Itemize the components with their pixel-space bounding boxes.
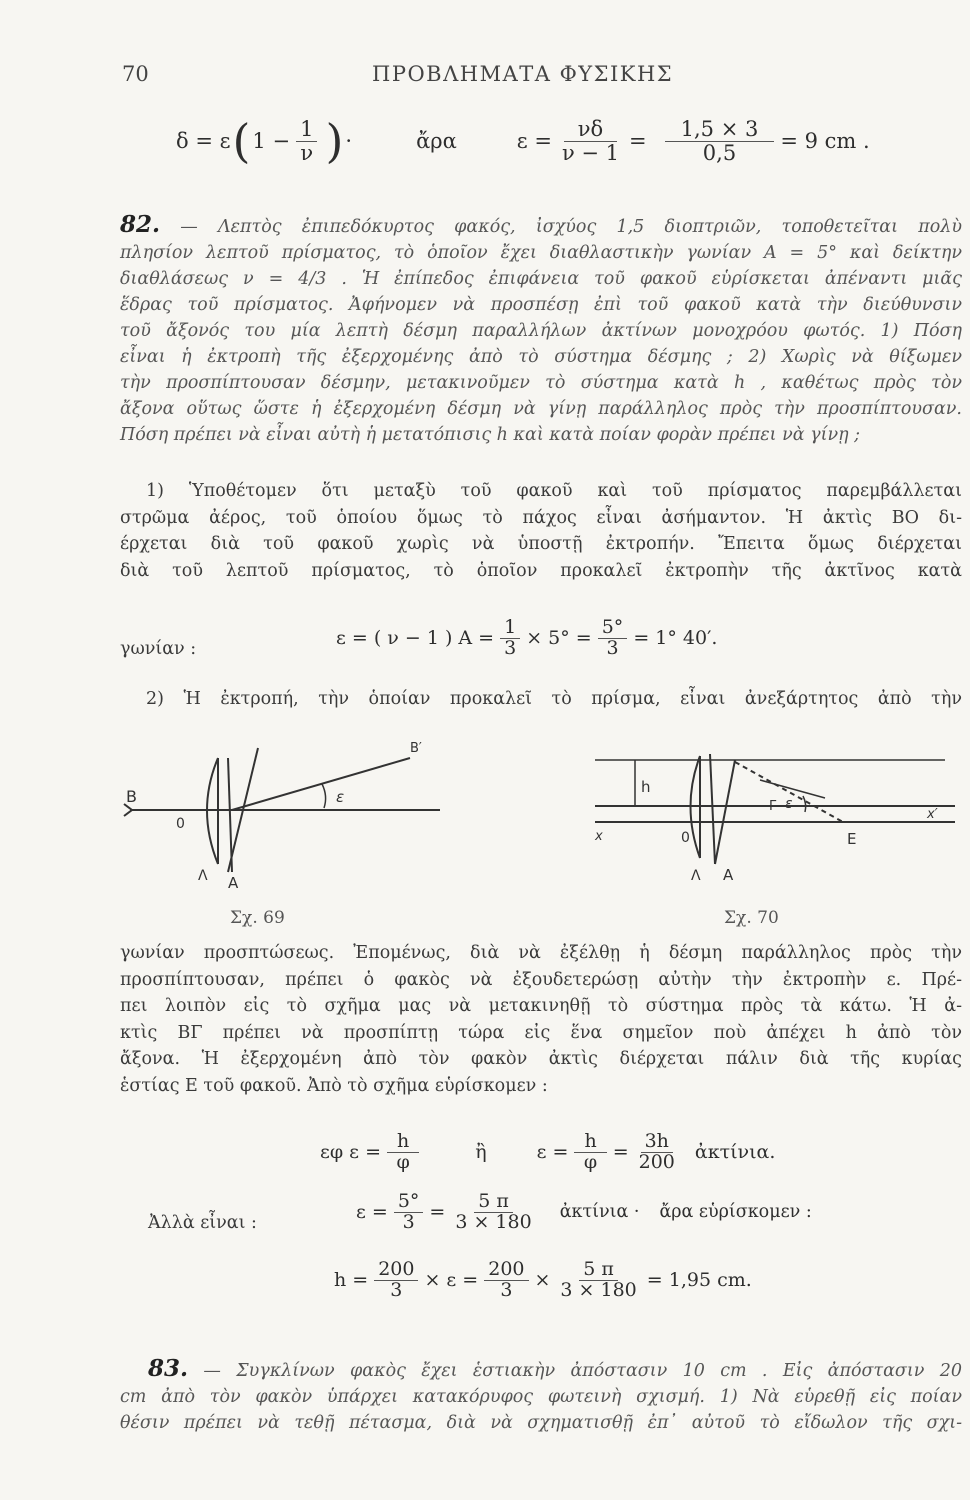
statement-line [120,212,962,240]
refracted-ray [735,762,843,822]
body-line: έρχεται διὰ τοῦ φακοῦ χωρὶς νὰ ὑποστῇ ἐκτροπήν. Ἔπειτα ὅμως διέρχεται [120,534,962,554]
prism-face-2 [715,760,735,864]
eq-or: ἢ [475,1141,487,1164]
eq-mid: × 5° = [526,627,592,650]
statement-line: Πόση πρέπει νὰ εἶναι αὐτὴ ἡ μετατόπισις h καὶ κατὰ ποίαν φορὰν πρέπει νὰ γίνῃ ; [120,425,861,445]
page-number: 70 [122,62,149,86]
label-Lambda: Λ [691,868,701,884]
eq-lhs: h = [334,1269,369,1292]
eq-lhs: ε = ( ν − 1 ) Α = [336,627,495,650]
body-line: προσπίπτουσαν, πρέπει ὁ φακὸς νὰ ἐξουδετερώσῃ αὐτὴν τὴν ἐκτροπὴν ε. Πρέ- [120,969,962,990]
epsilon-arc [322,784,326,808]
eq3-label: Ἀλλὰ εἶναι : [148,1213,257,1233]
statement-line [120,1356,962,1384]
eq-unit: ἀκτίνια. [694,1141,776,1164]
fraction [296,118,317,163]
numerator: 5° [394,1192,424,1213]
denominator: φ [583,1150,598,1173]
fraction [558,118,623,163]
problem-dash: — [203,1361,221,1381]
statement-text: Συγκλίνων φακὸς ἔχει ἑστιακὴν ἀπόστασιν 10 cm . Εἰς ἀπόστασιν 20 [236,1361,962,1381]
eq-tail: ἄρα εὑρίσκομεν : [659,1202,812,1223]
statement-text: Λεπτὸς ἐπιπεδόκυρτος φακός, ἰσχύος 1,5 διοπτριῶν, τοποθετεῖται πολὺ [218,217,962,237]
body-line: διὰ τοῦ λεπτοῦ πρίσματος, τὸ ὁποῖον προκαλεῖ ἐκτροπὴν τῆς ἀκτῖνος κατὰ [120,560,962,581]
denominator: 0,5 [702,140,737,165]
denominator: 3 [402,1210,415,1233]
statement-line: πλησίον λεπτοῦ πρίσματος, τὸ ὁποῖον ἔχει διαθλαστικὴν γωνίαν Α = 5° καὶ δείκτην [120,243,962,263]
ara-word: ἄρα [416,129,457,153]
numerator: 200 [374,1260,418,1281]
eq-lhs: εφ ε = [320,1141,381,1164]
eq-times: × [534,1269,551,1292]
label-O: 0 [176,816,185,832]
statement-line: ἄξονα οὕτως ὥστε ἡ ἐξερχομένη δέσμη νὰ γίνῃ παράλληλος πρὸς τὴν προσπίπτουσαν. [120,399,962,419]
statement-line: ἕδρας τοῦ πρίσματος. Ἀφήνομεν νὰ προσπέσῃ ἐπὶ τοῦ φακοῦ κατὰ τὴν διεύθυνσιν [120,295,962,315]
numerator: 200 [484,1260,528,1281]
figure-69 [110,722,470,912]
fraction [451,1192,535,1233]
body-line: ἑστίας Ε τοῦ φακοῦ. Ἀπὸ τὸ σχῆμα εὑρίσκομεν : [120,1075,548,1096]
denominator: φ [396,1150,410,1173]
fraction [635,1132,679,1173]
denominator: 3 [504,636,517,659]
numerator: 5° [598,618,628,639]
denominator: 3 [500,1278,513,1301]
eq-equals: = [612,1141,629,1164]
equation-deviation [336,618,717,659]
statement-line: εἶναι ἡ ἐκτροπὴ τῆς ἐξερχομένης ἀπὸ τὸ σύστημα δέσμης ; 2) Χωρὶς νὰ θίξωμεν [120,347,962,367]
eq-unit: ἀκτίνια · [559,1202,640,1223]
problem-number: 82. [120,211,161,238]
numerator: νδ [564,118,617,141]
fraction [574,1132,606,1173]
label-O: 0 [681,830,690,846]
fraction [394,1192,424,1233]
body-line: στρῶμα ἀέρος, τοῦ ὁποίου ὅμως τὸ πάχος εἶναι ἀσήμαντον. Ἡ ἀκτὶς ΒΟ δι- [120,507,962,528]
running-title: ΠΡΟΒΛΗΜΑΤΑ ΦΥΣΙΚΗΣ [372,62,674,86]
gonian-label: γωνίαν : [120,639,197,659]
solution-part-1 [120,478,962,584]
denominator: 3 × 180 [455,1210,532,1233]
epsilon-arc [803,796,806,812]
formula-equals: = [629,129,647,153]
equation-tan [320,1132,775,1173]
denominator: ν [300,140,314,165]
prism-face-1 [710,754,715,864]
numerator: 3h [641,1132,673,1153]
formula-result: = 9 cm . [780,129,870,153]
eq-result: = 1,95 cm. [646,1269,752,1292]
problem-number: 83. [148,1355,189,1382]
label-B: B [126,787,137,806]
solution-part-2 [120,940,962,1099]
fraction [484,1260,528,1301]
eq-result: = 1° 40′. [633,627,718,650]
body-line: 1) Ὑποθέτομεν ὅτι μεταξὺ τοῦ φακοῦ καὶ τοῦ πρίσματος παρεμβάλλεται [146,481,962,501]
denominator: 3 [606,636,619,659]
numerator: 5 π [474,1192,513,1213]
statement-line: τοῦ ἄξονός του μία λεπτὴ δέσμη παραλλήλων ἀκτίνων μονοχρόου φωτός. 1) Πόση [120,321,962,341]
numerator: 1 [500,618,520,639]
equation-epsilon-rad [356,1192,812,1233]
statement-line: θέσιν πρέπει νὰ τεθῇ πέτασμα, διὰ νὰ σχηματισθῇ ἐπ᾿ αὐτοῦ τὸ εἴδωλον τῆς σχι- [120,1413,962,1433]
numerator: 5 π [579,1260,618,1281]
label-x: x [595,829,603,844]
eq-equals: = [429,1201,446,1224]
formula-one: 1 − [252,129,291,153]
eq-times: × ε = [424,1269,479,1292]
formula-dot: · [345,129,353,153]
label-h: h [641,778,651,796]
fraction [374,1260,418,1301]
statement-line: cm ἀπὸ τὸν φακὸν ὑπάρχει κατακόρυφος φωτεινὴ σχισμή. 1) Νὰ εὑρεθῇ εἰς ποίαν [120,1387,962,1407]
paren-close: ) [325,114,344,168]
fraction [665,118,775,163]
label-A: A [228,874,239,892]
label-Gamma: Γ [769,799,777,814]
equation-h [334,1260,752,1301]
problem-dash: — [180,217,198,237]
figure-69-caption: Σχ. 69 [230,908,285,928]
figure-70 [585,740,965,920]
denominator: 200 [638,1150,675,1173]
body-line: πει λοιπὸν εἰς τὸ σχῆμα μας νὰ μετακινηθῇ τὸ σύστημα πρὸς τὰ κάτω. Ἡ ἀ- [120,996,962,1016]
numerator: h [387,1132,419,1153]
fraction [556,1260,640,1301]
formula-eps: ε = [516,129,552,153]
problem-83 [120,1356,962,1436]
denominator: 3 [390,1278,403,1301]
label-x-prime: x′ [927,807,938,822]
denominator: 3 × 180 [560,1278,637,1301]
body-line: κτὶς ΒΓ πρέπει νὰ προσπίπτῃ τώρα εἰς ἕνα σημεῖον ποὺ ἀπέχει h ἀπὸ τὸν [120,1022,962,1043]
label-E: E [847,830,857,848]
eq-lhs: ε = [356,1201,388,1224]
top-formula [176,114,870,168]
label-A: A [723,866,734,884]
figure-70-caption: Σχ. 70 [724,908,779,928]
eq-eps: ε = [536,1141,569,1164]
body-line: 2) Ἡ ἐκτροπή, τὴν ὁποίαν προκαλεῖ τὸ πρίσμα, εἶναι ἀνεξάρτητος ἀπὸ τὴν [146,689,962,709]
body-line: γωνίαν προσπτώσεως. Ἐπομένως, διὰ νὰ ἐξέλθῃ ἡ δέσμη παράλληλος πρὸς τὴν [120,943,962,963]
numerator: h [574,1132,606,1153]
numerator: 1 [296,118,317,141]
fraction [387,1132,419,1173]
label-epsilon: ε [785,796,793,812]
statement-line: διαθλάσεως ν = 4/3 . Ἡ ἐπίπεδος ἐπιφάνεια τοῦ φακοῦ εὑρίσκεται ἀπέναντι μιᾶς [120,269,962,289]
deviated-ray [232,758,410,810]
label-B-prime: B′ [410,741,422,756]
fraction [598,618,628,659]
fraction [500,618,520,659]
problem-82 [120,212,962,448]
denominator: ν − 1 [561,140,620,165]
label-Lambda: Λ [198,868,208,884]
statement-line: τὴν προσπίπτουσαν δέσμην, μετακινοῦμεν τὸ σύστημα κατὰ h , καθέτως πρὸς τὸν [120,373,962,393]
body-line: ἄξονα. Ἡ ἐξερχομένη ἀπὸ τὸν φακὸν ἀκτὶς διέρχεται πάλιν διὰ τῆς κυρίας [120,1049,962,1069]
formula-lhs: δ = ε [176,129,231,153]
paren-open: ( [232,114,251,168]
label-epsilon: ε [336,788,345,806]
numerator: 1,5 × 3 [665,118,775,141]
